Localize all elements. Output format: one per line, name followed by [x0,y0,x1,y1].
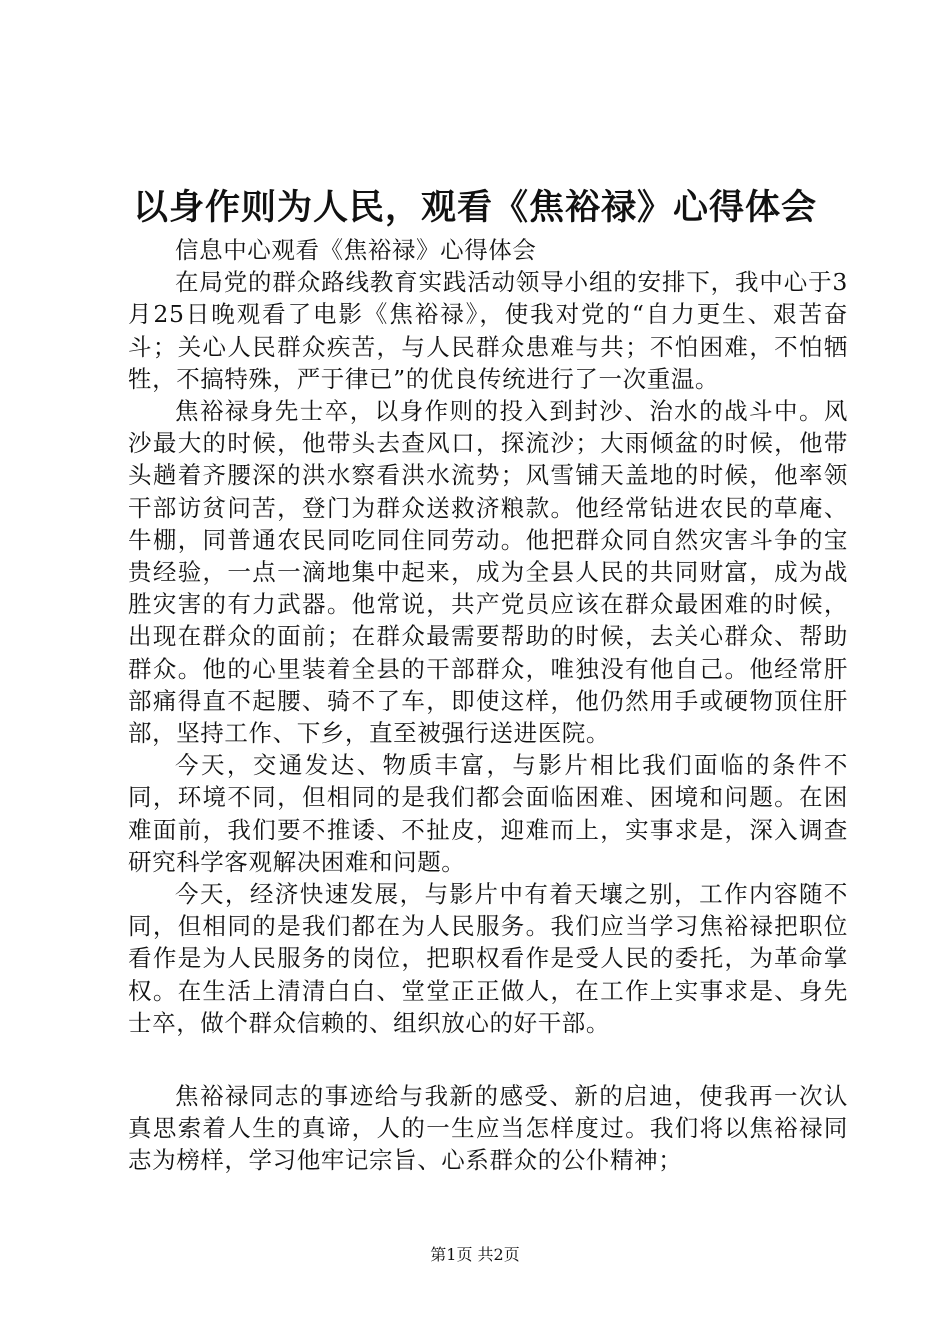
paragraph-1: 在局党的群众路线教育实践活动领导小组的安排下，我中心于3月25日晚观看了电影《焦裕禄》，使我对党的“自力更生、艰苦奋斗；关心人民群众疾苦，与人民群众患难与共；不怕困难，不怕牺牲，不搞特殊，严于律已”的优良传统进行了一次重温。 [128,268,848,393]
document-subtitle: 信息中心观看《焦裕禄》心得体会 [175,236,537,264]
paragraph-2: 焦裕禄身先士卒，以身作则的投入到封沙、治水的战斗中。风沙最大的时候，他带头去查风口，探流沙；大雨倾盆的时候，他带头趟着齐腰深的洪水察看洪水流势；风雪铺天盖地的时候，他率领干部访贫问苦，登门为群众送救济粮款。他经常钻进农民的草庵、牛棚，同普通农民同吃同住同劳动。他把群众同自然灾害斗争的宝贵经验，一点一滴地集中起来，成为全县人民的共同财富，成为战胜灾害的有力武器。他常说，共产党员应该在群众最困难的时候，出现在群众的面前；在群众最需要帮助的时候，去关心群众、帮助群众。他的心里装着全县的干部群众，唯独没有他自己。他经常肝部痛得直不起腰、骑不了车，即使这样，他仍然用手或硬物顶住肝部，坚持工作、下乡，直至被强行送进医院。 [128,397,848,748]
paragraph-3: 今天，交通发达、物质丰富，与影片相比我们面临的条件不同，环境不同，但相同的是我们都会面临困难、困境和问题。在困难面前，我们要不推诿、不扯皮，迎难而上，实事求是，深入调查研究科学客观解决困难和问题。 [128,751,848,876]
paragraph-4: 今天，经济快速发展，与影片中有着天壤之别，工作内容随不同，但相同的是我们都在为人民服务。我们应当学习焦裕禄把职位看作是为人民服务的岗位，把职权看作是受人民的委托，为革命掌权。在生活上清清白白、堂堂正正做人，在工作上实事求是、身先士卒，做个群众信赖的、组织放心的好干部。 [128,880,848,1037]
document-body [128,234,848,1177]
paragraph-5: 焦裕禄同志的事迹给与我新的感受、新的启迪，使我再一次认真思索着人生的真谛，人的一生应当怎样度过。我们将以焦裕禄同志为榜样，学习他牢记宗旨、心系群众的公仆精神； [128,1082,848,1175]
page-footer: 第1页 共2页 [430,1245,520,1264]
document-title: 以身作则为人民，观看《焦裕禄》心得体会 [132,187,817,228]
paragraph-gap [128,1039,848,1080]
